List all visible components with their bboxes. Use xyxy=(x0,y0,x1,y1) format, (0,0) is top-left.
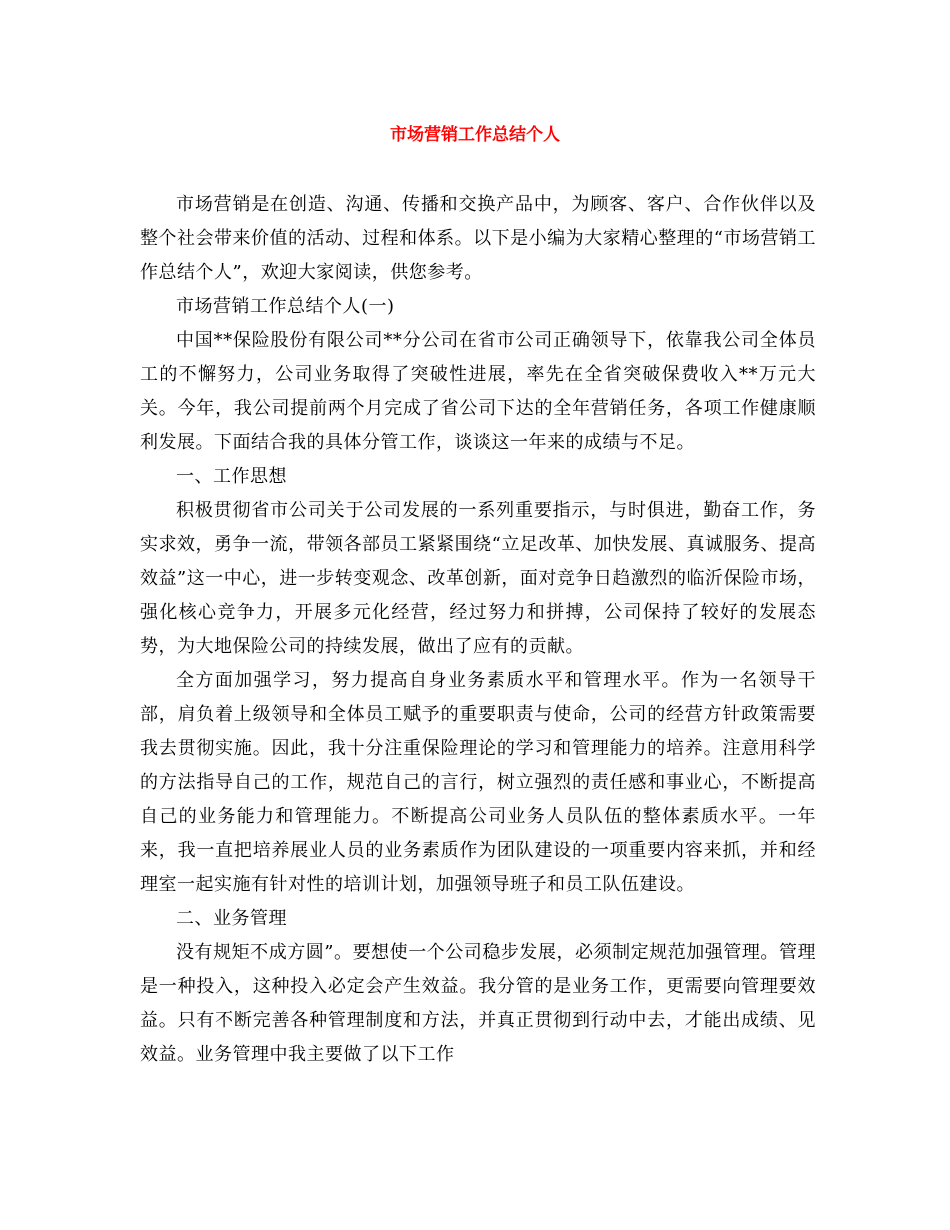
document-body xyxy=(140,188,816,1072)
work-thoughts-paragraph: 积极贯彻省市公司关于公司发展的一系列重要指示，与时俱进，勤奋工作，务实求效，勇争一流，带领各部员工紧紧围绕“立足改革、加快发展、真诚服务、提高效益”这一中心，进一步转变观念、改革创新，面对竞争日趋激烈的临沂保险市场，强化核心竞争力，开展多元化经营，经过努力和拼搏，公司保持了较好的发展态势，为大地保险公司的持续发展，做出了应有的贡献。 xyxy=(140,500,816,657)
intro-paragraph: 市场营销是在创造、沟通、传播和交换产品中，为顾客、客户、合作伙伴以及整个社会带来价值的活动、过程和体系。以下是小编为大家精心整理的“市场营销工作总结个人”，欢迎大家阅读，供您参考。 xyxy=(140,194,816,283)
section-heading-work-thoughts: 一、工作思想 xyxy=(176,466,287,487)
company-overview-paragraph: 中国**保险股份有限公司**分公司在省市公司正确领导下，依靠我公司全体员工的不懈努力，公司业务取得了突破性进展，率先在全省突破保费收入**万元大关。今年，我公司提前两个月完成了省公司下达的全年营销任务，各项工作健康顺利发展。下面结合我的具体分管工作，谈谈这一年来的成绩与不足。 xyxy=(140,330,816,453)
section-heading-business-management: 二、业务管理 xyxy=(176,908,287,929)
business-management-paragraph: 没有规矩不成方圆”。要想使一个公司稳步发展，必须制定规范加强管理。管理是一种投入，这种投入必定会产生效益。我分管的是业务工作，更需要向管理要效益。只有不断完善各种管理制度和方法，并真正贯彻到行动中去，才能出成绩、见效益。业务管理中我主要做了以下工作 xyxy=(140,942,816,1065)
section-heading-part-one: 市场营销工作总结个人(一) xyxy=(176,296,395,317)
document-title: 市场营销工作总结个人 xyxy=(390,125,560,145)
learning-paragraph: 全方面加强学习，努力提高自身业务素质水平和管理水平。作为一名领导干部，肩负着上级领导和全体员工赋予的重要职责与使命，公司的经营方针政策需要我去贯彻实施。因此，我十分注重保险理论的学习和管理能力的培养。注意用科学的方法指导自己的工作，规范自己的言行，树立强烈的责任感和事业心，不断提高自己的业务能力和管理能力。不断提高公司业务人员队伍的整体素质水平。一年来，我一直把培养展业人员的业务素质作为团队建设的一项重要内容来抓，并和经理室一起实施有针对性的培训计划，加强领导班子和员工队伍建设。 xyxy=(140,670,816,895)
